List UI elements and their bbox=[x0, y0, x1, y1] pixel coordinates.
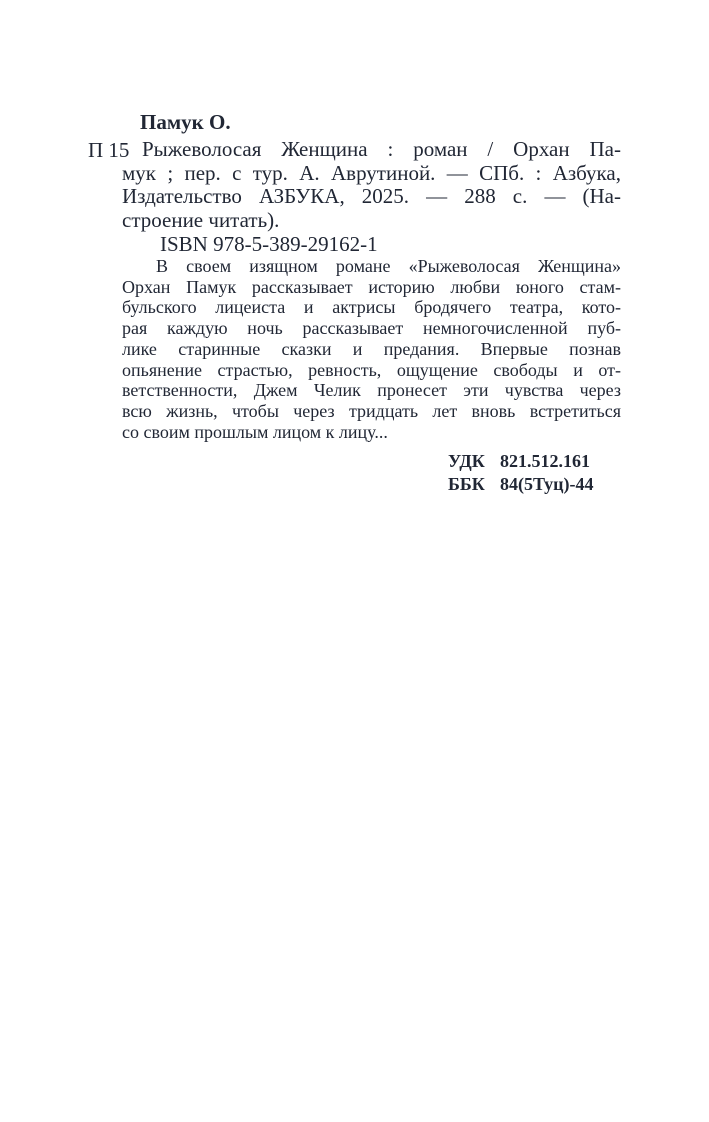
description-line: Издательство АЗБУКА, 2025. — 288 с. — (На- bbox=[122, 184, 621, 209]
annotation-line: В своем изящном романе «Рыжеволосая Женщина» bbox=[156, 256, 621, 276]
bbk-label: ББК bbox=[448, 474, 485, 494]
annotation-line: бульского лицеиста и актрисы бродячего театра, кото- bbox=[122, 297, 621, 318]
isbn: ISBN 978-5-389-29162-1 bbox=[160, 231, 378, 256]
bbk-value: 84(5Туц)-44 bbox=[500, 474, 594, 494]
annotation-line: со своим прошлым лицом к лицу... bbox=[122, 421, 388, 442]
description-line: Рыжеволосая Женщина : роман / Орхан Па- bbox=[142, 137, 621, 161]
description-line: мук ; пер. с тур. А. Аврутиной. — СПб. : Азбука, bbox=[122, 160, 621, 185]
bibliographic-description bbox=[122, 138, 621, 257]
author-heading: Памук О. bbox=[140, 110, 231, 134]
udk-code bbox=[448, 450, 593, 473]
description-line: строение читать). bbox=[122, 208, 280, 233]
annotation-line: опьянение страстью, ревность, ощущение свободы и от- bbox=[122, 359, 621, 380]
classification-codes bbox=[448, 450, 593, 496]
annotation-line: Орхан Памук рассказывает историю любви юного стам- bbox=[122, 276, 621, 297]
author-sign-code: П 15 bbox=[88, 138, 130, 162]
annotation-line: рая каждую ночь рассказывает немногочисленной пуб- bbox=[122, 318, 621, 339]
udk-value: 821.512.161 bbox=[500, 451, 590, 471]
udk-label: УДК bbox=[448, 451, 485, 471]
annotation-line: всю жизнь, чтобы через тридцать лет вновь встретиться bbox=[122, 400, 621, 421]
annotation-line: лике старинные сказки и предания. Впервые познав bbox=[122, 338, 621, 359]
bbk-code bbox=[448, 473, 593, 496]
annotation-paragraph bbox=[122, 256, 621, 442]
annotation-line: ветственности, Джем Челик пронесет эти чувства через bbox=[122, 380, 621, 401]
